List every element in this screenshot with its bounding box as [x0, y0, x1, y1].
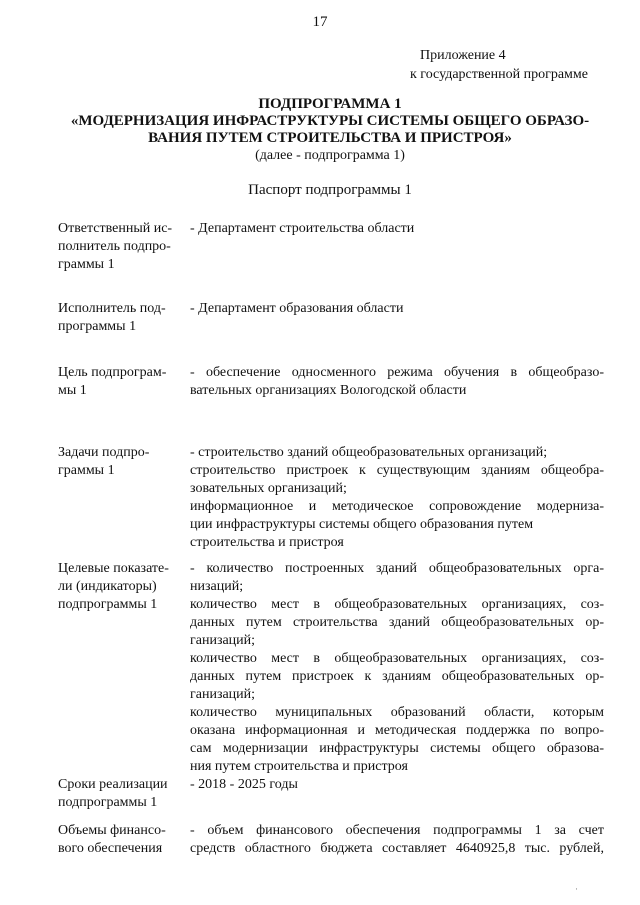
- label-line: Цель подпрограм-: [58, 365, 167, 380]
- value-line: сам модернизации инфраструктуры системы общего образова-: [190, 741, 604, 756]
- label-line: Исполнитель под-: [58, 301, 166, 316]
- row-value: [190, 220, 604, 238]
- label-line: Сроки реализации: [58, 777, 168, 792]
- label-line: Ответственный ис-: [58, 221, 173, 236]
- title-line-2: «МОДЕРНИЗАЦИЯ ИНФРАСТРУКТУРЫ СИСТЕМЫ ОБЩЕГО ОБРАЗО-: [70, 113, 590, 129]
- row-label: [58, 776, 180, 812]
- label-line: подпрограммы 1: [58, 597, 158, 612]
- label-line: Объемы финансо-: [58, 823, 166, 838]
- label-line: Задачи подпро-: [58, 445, 150, 460]
- row-value: [190, 776, 604, 794]
- appendix-line-2: к государственной программе: [410, 67, 588, 82]
- subprogram-title: [0, 96, 640, 165]
- value-line: данных путем пристроек к зданиям общеобразовательных ор-: [190, 669, 604, 684]
- value-line: количество мест в общеобразовательных организациях, соз-: [190, 651, 604, 666]
- label-line: мы 1: [58, 383, 87, 398]
- appendix-line-1: Приложение 4: [420, 48, 506, 63]
- row-label: [58, 560, 180, 614]
- value-line: ганизаций;: [190, 633, 256, 648]
- label-line: подпрограммы 1: [58, 795, 158, 810]
- row-value: [190, 364, 604, 400]
- value-line: ганизаций;: [190, 687, 256, 702]
- appendix-note: [410, 46, 588, 84]
- title-subtitle: (далее - подпрограмма 1): [255, 148, 405, 163]
- value-line: данных путем строительства зданий общеобразовательных ор-: [190, 615, 604, 630]
- value-line: строительства и пристроя: [190, 535, 344, 550]
- label-line: граммы 1: [58, 257, 115, 272]
- value-line: ции инфраструктуры системы общего образования путем: [190, 517, 534, 532]
- label-line: граммы 1: [58, 463, 115, 478]
- value-line: количество муниципальных образований области, которым: [190, 705, 604, 720]
- label-line: полнитель подпро-: [58, 239, 171, 254]
- row-label: [58, 300, 180, 336]
- row-label: [58, 364, 180, 400]
- value-line: строительство пристроек к существующим зданиям общеобра-: [190, 463, 604, 478]
- title-line-3: ВАНИЯ ПУТЕМ СТРОИТЕЛЬСТВА И ПРИСТРОЯ»: [148, 130, 512, 146]
- value-line: - 2018 - 2025 годы: [190, 777, 298, 792]
- value-line: ния путем строительства и пристроя: [190, 759, 408, 774]
- label-line: ли (индикаторы): [58, 579, 157, 594]
- value-line: - строительство зданий общеобразовательных организаций;: [190, 445, 548, 460]
- page-number: 17: [312, 14, 328, 30]
- label-line: Целевые показате-: [58, 561, 169, 576]
- value-line: - обеспечение односменного режима обучения в общеобразо-: [190, 365, 604, 380]
- value-line: вательных организациях Вологодской области: [190, 383, 467, 398]
- row-label: [58, 822, 180, 858]
- value-line: количество мест в общеобразовательных организациях, соз-: [190, 597, 604, 612]
- row-label: [58, 444, 180, 480]
- row-value: [190, 444, 604, 552]
- value-line: средств областного бюджета составляет 4640925,8 тыс. рублей,: [190, 841, 604, 856]
- value-line: информационное и методическое сопровождение модерниза-: [190, 499, 604, 514]
- title-line-1: ПОДПРОГРАММА 1: [258, 96, 402, 112]
- value-line: - Департамент образования области: [190, 301, 404, 316]
- value-line: зовательных организаций;: [190, 481, 347, 496]
- value-line: - Департамент строительства области: [190, 221, 415, 236]
- scan-artifact: ·: [575, 884, 578, 894]
- row-value: [190, 822, 604, 858]
- row-value: [190, 300, 604, 318]
- value-line: оказана информационная и методическая поддержка по вопро-: [190, 723, 604, 738]
- row-label: [58, 220, 180, 274]
- passport-title: Паспорт подпрограммы 1: [248, 182, 412, 198]
- value-line: - количество построенных зданий общеобразовательных орга-: [190, 561, 604, 576]
- value-line: - объем финансового обеспечения подпрограммы 1 за счет: [190, 823, 604, 838]
- label-line: программы 1: [58, 319, 137, 334]
- row-value: [190, 560, 604, 776]
- value-line: низаций;: [190, 579, 244, 594]
- label-line: вого обеспечения: [58, 841, 163, 856]
